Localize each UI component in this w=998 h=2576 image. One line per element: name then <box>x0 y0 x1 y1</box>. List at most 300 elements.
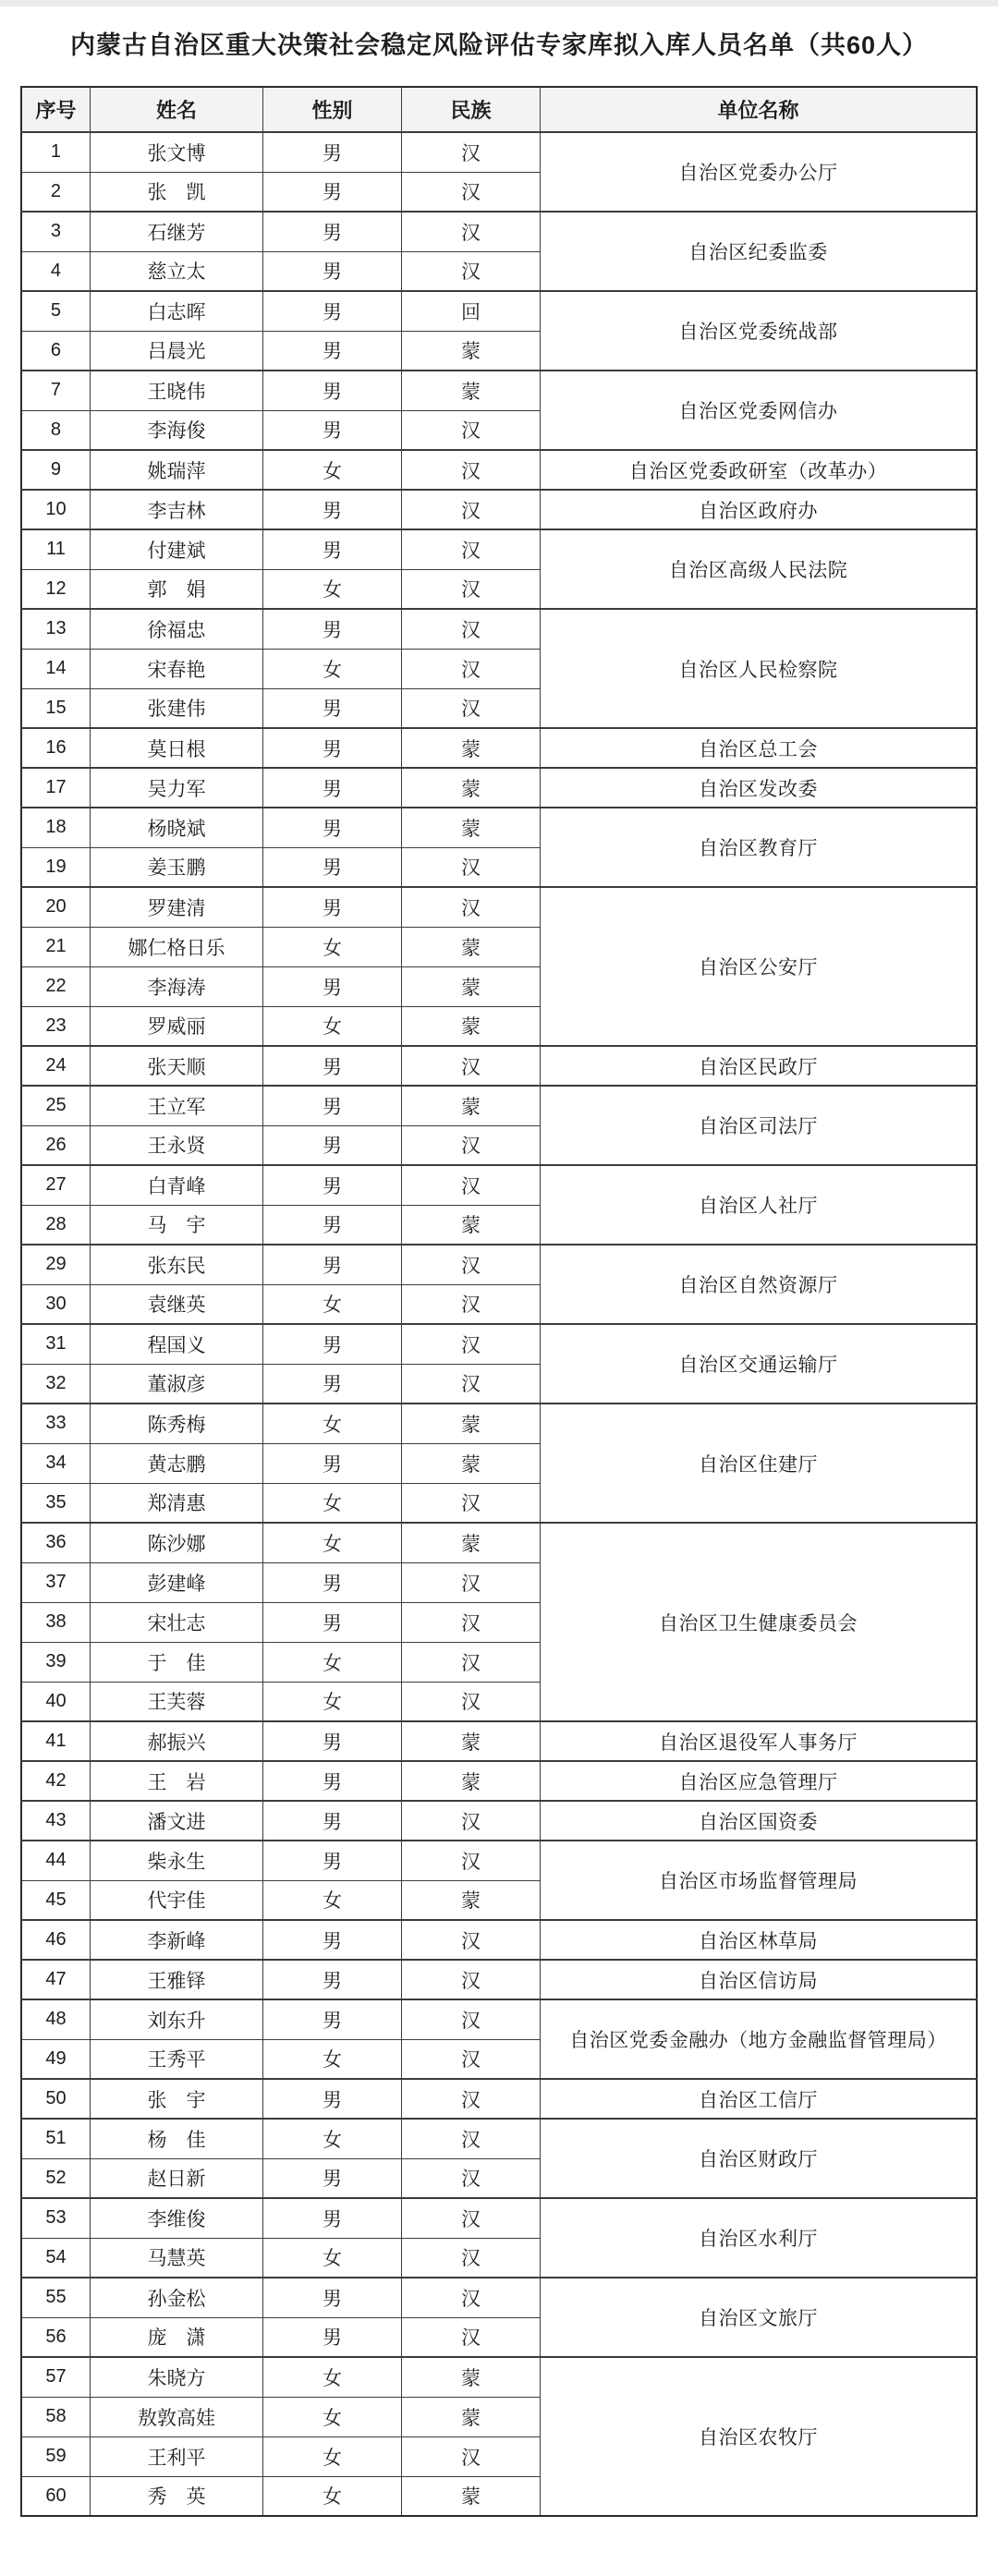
table-row <box>21 808 977 847</box>
cell-unit: 自治区党委办公厅 <box>540 132 977 212</box>
cell-name: 柴永生 <box>90 1841 262 1880</box>
cell-ethnicity: 蒙 <box>402 1403 541 1443</box>
cell-no: 58 <box>21 2397 90 2436</box>
cell-no: 46 <box>21 1920 90 1960</box>
cell-unit: 自治区市场监督管理局 <box>540 1841 977 1920</box>
cell-name: 罗威丽 <box>90 1006 262 1046</box>
cell-gender: 女 <box>263 1006 402 1046</box>
cell-no: 48 <box>21 1999 90 2039</box>
cell-ethnicity: 汉 <box>402 1562 541 1602</box>
cell-name: 陈秀梅 <box>90 1403 262 1443</box>
page-top-strip <box>0 0 998 6</box>
cell-ethnicity: 汉 <box>402 2238 541 2278</box>
cell-unit: 自治区国资委 <box>540 1801 977 1841</box>
cell-unit: 自治区高级人民法院 <box>540 529 977 609</box>
cell-gender: 男 <box>263 212 402 251</box>
cell-ethnicity: 汉 <box>402 1682 541 1721</box>
cell-name: 秀 英 <box>90 2476 262 2516</box>
table-row <box>21 212 977 251</box>
cell-unit: 自治区农牧厅 <box>540 2357 977 2516</box>
cell-gender: 女 <box>263 2397 402 2436</box>
cell-name: 李维俊 <box>90 2198 262 2238</box>
cell-ethnicity: 汉 <box>402 1642 541 1682</box>
cell-ethnicity: 汉 <box>402 1960 541 1999</box>
cell-ethnicity: 汉 <box>402 251 541 291</box>
cell-name: 姚瑞萍 <box>90 450 262 490</box>
cell-ethnicity: 汉 <box>402 1920 541 1960</box>
cell-gender: 男 <box>263 1801 402 1841</box>
cell-ethnicity: 蒙 <box>402 768 541 808</box>
cell-gender: 男 <box>263 966 402 1006</box>
cell-unit: 自治区发改委 <box>540 768 977 808</box>
cell-name: 石继芳 <box>90 212 262 251</box>
cell-gender: 男 <box>263 1999 402 2039</box>
cell-name: 吕晨光 <box>90 331 262 371</box>
cell-gender: 男 <box>263 172 402 212</box>
cell-no: 16 <box>21 728 90 768</box>
cell-name: 宋壮志 <box>90 1602 262 1642</box>
cell-no: 55 <box>21 2278 90 2317</box>
cell-name: 刘东升 <box>90 1999 262 2039</box>
cell-unit: 自治区人民检察院 <box>540 609 977 728</box>
cell-no: 18 <box>21 808 90 847</box>
cell-ethnicity: 汉 <box>402 569 541 609</box>
cell-gender: 男 <box>263 1920 402 1960</box>
cell-name: 吴力军 <box>90 768 262 808</box>
table-row <box>21 1324 977 1364</box>
header-ethnicity: 民族 <box>402 87 541 132</box>
cell-name: 李海俊 <box>90 410 262 450</box>
cell-ethnicity: 汉 <box>402 1245 541 1284</box>
cell-name: 李吉林 <box>90 490 262 529</box>
cell-no: 37 <box>21 1562 90 1602</box>
cell-ethnicity: 汉 <box>402 2039 541 2079</box>
table-row <box>21 2198 977 2238</box>
cell-no: 26 <box>21 1125 90 1165</box>
cell-unit: 自治区财政厅 <box>540 2119 977 2198</box>
header-gender: 性别 <box>263 87 402 132</box>
cell-gender: 男 <box>263 1205 402 1245</box>
cell-ethnicity: 汉 <box>402 1841 541 1880</box>
cell-gender: 女 <box>263 1483 402 1523</box>
cell-ethnicity: 汉 <box>402 1165 541 1205</box>
cell-gender: 男 <box>263 2278 402 2317</box>
cell-no: 24 <box>21 1046 90 1086</box>
table-row <box>21 1086 977 1125</box>
cell-ethnicity: 蒙 <box>402 371 541 410</box>
cell-ethnicity: 汉 <box>402 1999 541 2039</box>
cell-unit: 自治区水利厅 <box>540 2198 977 2278</box>
cell-unit: 自治区民政厅 <box>540 1046 977 1086</box>
cell-ethnicity: 蒙 <box>402 1523 541 1562</box>
cell-no: 35 <box>21 1483 90 1523</box>
cell-no: 22 <box>21 966 90 1006</box>
cell-gender: 男 <box>263 371 402 410</box>
cell-gender: 女 <box>263 1523 402 1562</box>
cell-name: 莫日根 <box>90 728 262 768</box>
cell-gender: 女 <box>263 1682 402 1721</box>
cell-no: 51 <box>21 2119 90 2158</box>
cell-ethnicity: 汉 <box>402 847 541 887</box>
cell-name: 慈立太 <box>90 251 262 291</box>
document-page <box>0 6 998 2517</box>
table-row <box>21 1920 977 1960</box>
table-row <box>21 609 977 649</box>
cell-ethnicity: 汉 <box>402 212 541 251</box>
cell-ethnicity: 汉 <box>402 529 541 569</box>
cell-no: 3 <box>21 212 90 251</box>
cell-unit: 自治区党委金融办（地方金融监督管理局） <box>540 1999 977 2079</box>
cell-gender: 女 <box>263 2476 402 2516</box>
cell-gender: 男 <box>263 2158 402 2198</box>
cell-no: 60 <box>21 2476 90 2516</box>
cell-unit: 自治区政府办 <box>540 490 977 529</box>
cell-unit: 自治区人社厅 <box>540 1165 977 1245</box>
cell-gender: 女 <box>263 927 402 966</box>
cell-ethnicity: 汉 <box>402 2436 541 2476</box>
table-row <box>21 1403 977 1443</box>
cell-unit: 自治区教育厅 <box>540 808 977 887</box>
cell-name: 付建斌 <box>90 529 262 569</box>
cell-no: 14 <box>21 649 90 688</box>
cell-ethnicity: 蒙 <box>402 1880 541 1920</box>
cell-no: 47 <box>21 1960 90 1999</box>
cell-gender: 女 <box>263 1403 402 1443</box>
cell-name: 罗建清 <box>90 887 262 927</box>
cell-ethnicity: 汉 <box>402 2198 541 2238</box>
cell-unit: 自治区工信厅 <box>540 2079 977 2119</box>
cell-name: 王芙蓉 <box>90 1682 262 1721</box>
cell-name: 王秀平 <box>90 2039 262 2079</box>
cell-gender: 男 <box>263 609 402 649</box>
cell-name: 庞 潇 <box>90 2317 262 2357</box>
cell-ethnicity: 蒙 <box>402 1086 541 1125</box>
table-row <box>21 1999 977 2039</box>
cell-ethnicity: 汉 <box>402 2278 541 2317</box>
cell-name: 王利平 <box>90 2436 262 2476</box>
cell-no: 34 <box>21 1443 90 1483</box>
cell-no: 12 <box>21 569 90 609</box>
cell-gender: 男 <box>263 2198 402 2238</box>
cell-gender: 男 <box>263 1721 402 1761</box>
cell-ethnicity: 汉 <box>402 2079 541 2119</box>
cell-ethnicity: 汉 <box>402 2317 541 2357</box>
cell-no: 42 <box>21 1761 90 1801</box>
cell-ethnicity: 蒙 <box>402 728 541 768</box>
cell-ethnicity: 汉 <box>402 887 541 927</box>
cell-unit: 自治区信访局 <box>540 1960 977 1999</box>
cell-unit: 自治区纪委监委 <box>540 212 977 291</box>
cell-no: 20 <box>21 887 90 927</box>
cell-ethnicity: 蒙 <box>402 1443 541 1483</box>
cell-gender: 男 <box>263 1960 402 1999</box>
cell-gender: 男 <box>263 768 402 808</box>
cell-no: 56 <box>21 2317 90 2357</box>
cell-name: 陈沙娜 <box>90 1523 262 1562</box>
cell-name: 于 佳 <box>90 1642 262 1682</box>
cell-no: 7 <box>21 371 90 410</box>
cell-ethnicity: 蒙 <box>402 2357 541 2397</box>
table-row <box>21 2079 977 2119</box>
table-header <box>21 87 977 132</box>
cell-name: 朱晓方 <box>90 2357 262 2397</box>
cell-ethnicity: 蒙 <box>402 2476 541 2516</box>
cell-no: 17 <box>21 768 90 808</box>
cell-no: 45 <box>21 1880 90 1920</box>
header-row <box>21 87 977 132</box>
cell-gender: 女 <box>263 450 402 490</box>
cell-name: 白青峰 <box>90 1165 262 1205</box>
cell-ethnicity: 蒙 <box>402 808 541 847</box>
cell-name: 杨 佳 <box>90 2119 262 2158</box>
cell-name: 王晓伟 <box>90 371 262 410</box>
cell-no: 44 <box>21 1841 90 1880</box>
cell-name: 赵日新 <box>90 2158 262 2198</box>
cell-ethnicity: 汉 <box>402 132 541 172</box>
cell-gender: 男 <box>263 2079 402 2119</box>
cell-no: 15 <box>21 688 90 728</box>
cell-no: 1 <box>21 132 90 172</box>
cell-gender: 男 <box>263 1245 402 1284</box>
cell-no: 40 <box>21 1682 90 1721</box>
cell-ethnicity: 汉 <box>402 2119 541 2158</box>
cell-name: 张建伟 <box>90 688 262 728</box>
cell-no: 50 <box>21 2079 90 2119</box>
cell-gender: 女 <box>263 2119 402 2158</box>
cell-no: 41 <box>21 1721 90 1761</box>
cell-no: 39 <box>21 1642 90 1682</box>
cell-name: 郝振兴 <box>90 1721 262 1761</box>
cell-gender: 男 <box>263 1761 402 1801</box>
header-name: 姓名 <box>90 87 262 132</box>
cell-name: 郭 娟 <box>90 569 262 609</box>
table-row <box>21 1245 977 1284</box>
cell-name: 徐福忠 <box>90 609 262 649</box>
roster-table <box>20 86 978 2517</box>
cell-unit: 自治区公安厅 <box>540 887 977 1046</box>
cell-ethnicity: 回 <box>402 291 541 331</box>
cell-no: 33 <box>21 1403 90 1443</box>
cell-no: 9 <box>21 450 90 490</box>
cell-name: 袁继英 <box>90 1284 262 1324</box>
cell-gender: 男 <box>263 847 402 887</box>
cell-no: 49 <box>21 2039 90 2079</box>
cell-no: 31 <box>21 1324 90 1364</box>
cell-ethnicity: 汉 <box>402 1483 541 1523</box>
table-row <box>21 2119 977 2158</box>
table-row <box>21 887 977 927</box>
cell-ethnicity: 蒙 <box>402 1721 541 1761</box>
cell-no: 4 <box>21 251 90 291</box>
cell-no: 53 <box>21 2198 90 2238</box>
table-row <box>21 1761 977 1801</box>
cell-no: 8 <box>21 410 90 450</box>
cell-name: 王雅铎 <box>90 1960 262 1999</box>
cell-name: 代宇佳 <box>90 1880 262 1920</box>
cell-ethnicity: 汉 <box>402 1801 541 1841</box>
cell-ethnicity: 蒙 <box>402 331 541 371</box>
cell-no: 5 <box>21 291 90 331</box>
table-row <box>21 2278 977 2317</box>
cell-no: 43 <box>21 1801 90 1841</box>
cell-gender: 女 <box>263 569 402 609</box>
cell-gender: 男 <box>263 1086 402 1125</box>
cell-ethnicity: 汉 <box>402 1364 541 1403</box>
table-row <box>21 450 977 490</box>
cell-no: 38 <box>21 1602 90 1642</box>
cell-ethnicity: 汉 <box>402 1284 541 1324</box>
cell-gender: 男 <box>263 1364 402 1403</box>
table-row <box>21 529 977 569</box>
cell-gender: 男 <box>263 529 402 569</box>
cell-gender: 男 <box>263 808 402 847</box>
page-title: 内蒙古自治区重大决策社会稳定风险评估专家库拟入库人员名单（共60人） <box>69 31 929 59</box>
cell-ethnicity: 汉 <box>402 490 541 529</box>
table-row <box>21 1801 977 1841</box>
cell-no: 54 <box>21 2238 90 2278</box>
cell-unit: 自治区党委政研室（改革办） <box>540 450 977 490</box>
table-row <box>21 2357 977 2397</box>
cell-no: 52 <box>21 2158 90 2198</box>
cell-ethnicity: 汉 <box>402 172 541 212</box>
cell-no: 32 <box>21 1364 90 1403</box>
cell-unit: 自治区退役军人事务厅 <box>540 1721 977 1761</box>
cell-ethnicity: 汉 <box>402 450 541 490</box>
cell-no: 29 <box>21 1245 90 1284</box>
cell-name: 张 宇 <box>90 2079 262 2119</box>
cell-ethnicity: 汉 <box>402 410 541 450</box>
cell-no: 57 <box>21 2357 90 2397</box>
cell-name: 李新峰 <box>90 1920 262 1960</box>
cell-name: 张天顺 <box>90 1046 262 1086</box>
cell-gender: 男 <box>263 728 402 768</box>
cell-name: 王立军 <box>90 1086 262 1125</box>
cell-unit: 自治区总工会 <box>540 728 977 768</box>
cell-ethnicity: 蒙 <box>402 927 541 966</box>
cell-gender: 男 <box>263 1125 402 1165</box>
cell-gender: 男 <box>263 291 402 331</box>
cell-name: 娜仁格日乐 <box>90 927 262 966</box>
cell-gender: 男 <box>263 887 402 927</box>
cell-name: 王永贤 <box>90 1125 262 1165</box>
cell-gender: 女 <box>263 649 402 688</box>
table-row <box>21 1841 977 1880</box>
table-row <box>21 1046 977 1086</box>
cell-no: 59 <box>21 2436 90 2476</box>
cell-unit: 自治区应急管理厅 <box>540 1761 977 1801</box>
cell-unit: 自治区文旅厅 <box>540 2278 977 2357</box>
cell-no: 11 <box>21 529 90 569</box>
table-row <box>21 371 977 410</box>
cell-name: 张东民 <box>90 1245 262 1284</box>
cell-name: 潘文进 <box>90 1801 262 1841</box>
cell-gender: 男 <box>263 1046 402 1086</box>
cell-gender: 女 <box>263 1880 402 1920</box>
cell-name: 杨晓斌 <box>90 808 262 847</box>
cell-no: 30 <box>21 1284 90 1324</box>
cell-name: 马慧英 <box>90 2238 262 2278</box>
cell-name: 程国义 <box>90 1324 262 1364</box>
table-row <box>21 768 977 808</box>
table-row <box>21 1960 977 1999</box>
cell-no: 36 <box>21 1523 90 1562</box>
cell-gender: 男 <box>263 1165 402 1205</box>
cell-unit: 自治区卫生健康委员会 <box>540 1523 977 1721</box>
cell-ethnicity: 蒙 <box>402 2397 541 2436</box>
cell-unit: 自治区住建厅 <box>540 1403 977 1523</box>
cell-name: 孙金松 <box>90 2278 262 2317</box>
cell-name: 张文博 <box>90 132 262 172</box>
cell-name: 敖敦高娃 <box>90 2397 262 2436</box>
cell-gender: 女 <box>263 2357 402 2397</box>
table-row <box>21 1721 977 1761</box>
cell-name: 李海涛 <box>90 966 262 1006</box>
cell-gender: 男 <box>263 1841 402 1880</box>
cell-no: 23 <box>21 1006 90 1046</box>
cell-gender: 男 <box>263 1602 402 1642</box>
cell-ethnicity: 汉 <box>402 688 541 728</box>
cell-ethnicity: 蒙 <box>402 1761 541 1801</box>
cell-gender: 男 <box>263 2317 402 2357</box>
cell-gender: 男 <box>263 1324 402 1364</box>
cell-ethnicity: 汉 <box>402 609 541 649</box>
cell-no: 27 <box>21 1165 90 1205</box>
cell-name: 姜玉鹏 <box>90 847 262 887</box>
cell-gender: 男 <box>263 132 402 172</box>
cell-no: 21 <box>21 927 90 966</box>
cell-gender: 男 <box>263 410 402 450</box>
table-row <box>21 728 977 768</box>
cell-name: 王 岩 <box>90 1761 262 1801</box>
cell-gender: 女 <box>263 1284 402 1324</box>
cell-ethnicity: 汉 <box>402 1125 541 1165</box>
cell-name: 马 宇 <box>90 1205 262 1245</box>
cell-name: 彭建峰 <box>90 1562 262 1602</box>
table-row <box>21 132 977 172</box>
cell-unit: 自治区党委统战部 <box>540 291 977 371</box>
header-no: 序号 <box>21 87 90 132</box>
table-row <box>21 1165 977 1205</box>
cell-no: 25 <box>21 1086 90 1125</box>
cell-gender: 男 <box>263 331 402 371</box>
cell-ethnicity: 汉 <box>402 649 541 688</box>
cell-gender: 男 <box>263 490 402 529</box>
cell-ethnicity: 汉 <box>402 1046 541 1086</box>
cell-no: 19 <box>21 847 90 887</box>
table-body <box>21 132 977 2516</box>
cell-name: 黄志鹏 <box>90 1443 262 1483</box>
cell-name: 宋春艳 <box>90 649 262 688</box>
cell-name: 白志晖 <box>90 291 262 331</box>
header-unit: 单位名称 <box>540 87 977 132</box>
cell-unit: 自治区司法厅 <box>540 1086 977 1165</box>
cell-name: 董淑彦 <box>90 1364 262 1403</box>
cell-ethnicity: 汉 <box>402 2158 541 2198</box>
cell-unit: 自治区党委网信办 <box>540 371 977 450</box>
cell-gender: 男 <box>263 688 402 728</box>
cell-name: 张 凯 <box>90 172 262 212</box>
cell-gender: 女 <box>263 1642 402 1682</box>
cell-ethnicity: 蒙 <box>402 966 541 1006</box>
cell-unit: 自治区交通运输厅 <box>540 1324 977 1403</box>
cell-gender: 男 <box>263 251 402 291</box>
cell-no: 2 <box>21 172 90 212</box>
cell-name: 郑清惠 <box>90 1483 262 1523</box>
cell-ethnicity: 汉 <box>402 1324 541 1364</box>
cell-gender: 男 <box>263 1443 402 1483</box>
table-row <box>21 490 977 529</box>
cell-gender: 男 <box>263 1562 402 1602</box>
